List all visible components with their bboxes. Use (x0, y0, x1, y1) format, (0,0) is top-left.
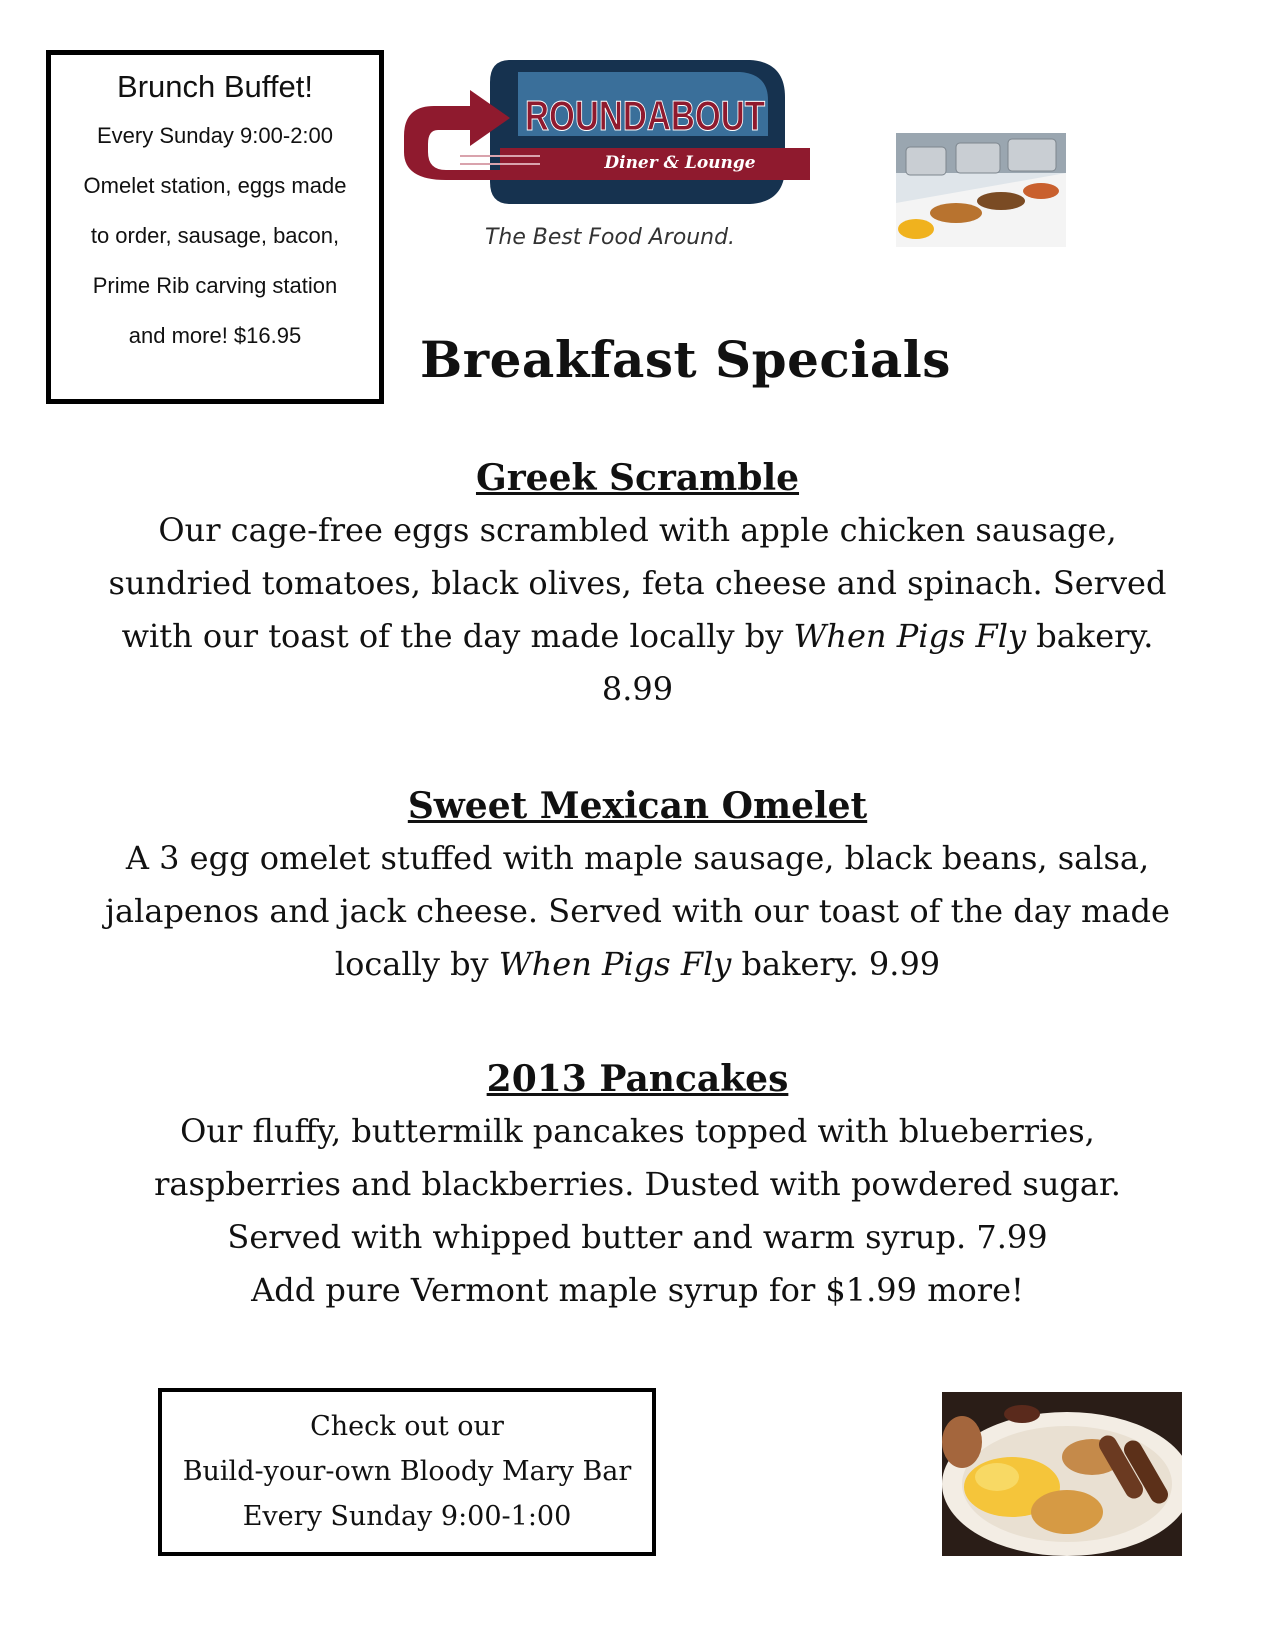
description-text: bakery. (1026, 617, 1154, 655)
item-description: Our cage-free eggs scrambled with apple chicken sausage, (158, 511, 1117, 549)
description-text: bakery. 9.99 (731, 945, 941, 983)
bloody-mary-box (158, 1388, 656, 1556)
description-text: with our toast of the day made locally by (121, 617, 794, 655)
menu-item-2013-pancakes (0, 1053, 1275, 1317)
restaurant-logo (400, 52, 820, 262)
bloody-line: Every Sunday 9:00-1:00 (242, 1501, 572, 1532)
item-description: raspberries and blackberries. Dusted with powdered sugar. (154, 1165, 1121, 1203)
brunch-buffet-box (46, 50, 384, 404)
brunch-line: Every Sunday 9:00-2:00 (96, 123, 334, 148)
breakfast-plate-photo (942, 1392, 1182, 1556)
page-title: Breakfast Specials (420, 330, 951, 389)
menu-item-greek-scramble (0, 452, 1275, 716)
item-title: Sweet Mexican Omelet (407, 785, 868, 827)
brunch-line: to order, sausage, bacon, (90, 223, 340, 248)
item-title: Greek Scramble (475, 457, 800, 499)
item-description: jalapenos and jack cheese. Served with our toast of the day made (105, 892, 1170, 930)
menu-item-sweet-mexican-omelet (0, 780, 1275, 991)
bloody-line: Build-your-own Bloody Mary Bar (182, 1456, 632, 1487)
brunch-line: and more! $16.95 (128, 323, 302, 348)
logo-tagline: The Best Food Around. (485, 225, 735, 250)
item-title: 2013 Pancakes (486, 1058, 789, 1100)
buffet-photo (896, 133, 1066, 247)
logo-subtitle: Diner & Lounge (604, 153, 756, 173)
item-description (0, 610, 1275, 663)
description-text: locally by (334, 945, 499, 983)
item-addon: Add pure Vermont maple syrup for $1.99 more! (251, 1271, 1024, 1309)
bakery-name: When Pigs Fly (498, 945, 732, 983)
brunch-title: Brunch Buffet! (117, 69, 313, 104)
brunch-line: Prime Rib carving station (92, 273, 338, 298)
item-description: A 3 egg omelet stuffed with maple sausage, black beans, salsa, (125, 839, 1150, 877)
bakery-name: When Pigs Fly (793, 617, 1027, 655)
brunch-details (51, 111, 379, 361)
item-description: Served with whipped butter and warm syrup. 7.99 (227, 1218, 1048, 1256)
brunch-line: Omelet station, eggs made (83, 173, 347, 198)
bloody-line: Check out our (310, 1411, 504, 1442)
item-description: Our fluffy, buttermilk pancakes topped with blueberries, (180, 1112, 1095, 1150)
item-description (0, 938, 1275, 991)
item-description: sundried tomatoes, black olives, feta cheese and spinach. Served (108, 564, 1167, 602)
item-price: 8.99 (601, 670, 674, 708)
logo-name: ROUNDABOUT (525, 92, 766, 139)
